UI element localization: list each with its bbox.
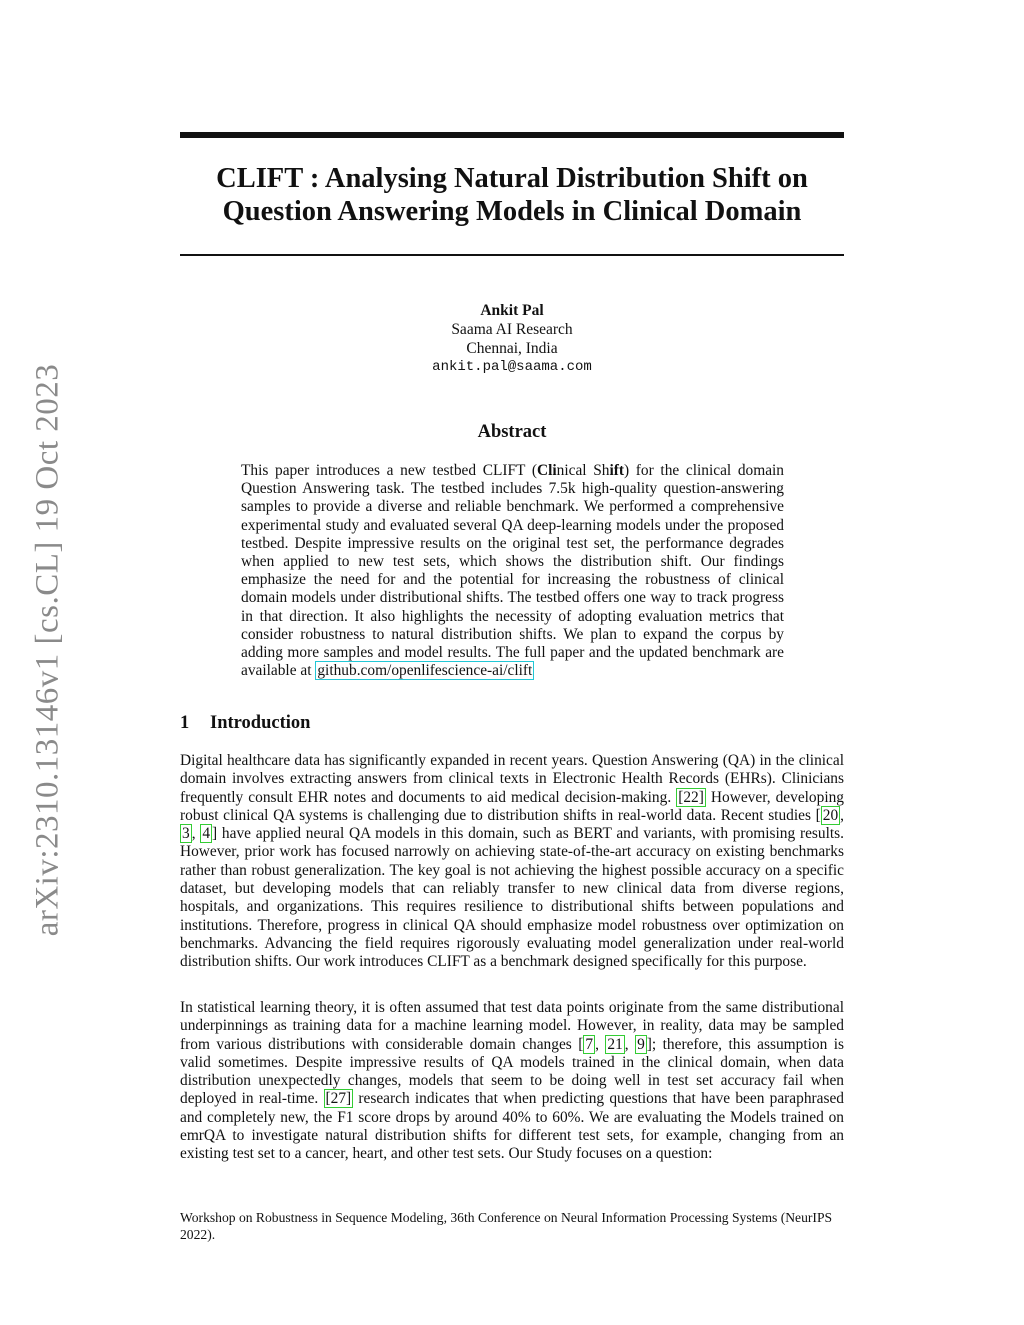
- paragraph-text: research indicates that when predicting questions that have been paraphrased and completely new, the F1 score drops by around 40% to 60%. We are evaluating the Models trained on emrQA to investigate natural distribution shifts for different test sets, for example, changing from an existing test set to a cancer, heart, and other test sets. Our Study focuses on a question:: [180, 1090, 844, 1163]
- citation-link[interactable]: 4: [202, 825, 211, 843]
- citation-link[interactable]: 9: [637, 1035, 645, 1053]
- paragraph-text: However, developing robust clinical QA systems is challenging due to distribution shifts in real-world data. Recent studies [: [180, 788, 844, 824]
- intro-paragraph-2: [180, 999, 844, 1164]
- citation-separator: ,: [191, 825, 201, 843]
- citation-link[interactable]: [27]: [325, 1090, 352, 1108]
- abstract-text: [241, 462, 784, 680]
- section-heading-introduction: [180, 713, 310, 734]
- citation-link[interactable]: 21: [607, 1035, 623, 1053]
- paper-title-line-2: Question Answering Models in Clinical Domain: [222, 196, 802, 227]
- citation-link[interactable]: 7: [585, 1035, 594, 1053]
- author-email: ankit.pal@saama.com: [432, 359, 592, 375]
- paper-title: [180, 162, 844, 228]
- citation-link[interactable]: 3: [182, 825, 190, 843]
- abstract-bold-part: Cli: [536, 462, 557, 479]
- section-title: Introduction: [210, 713, 311, 733]
- citation-separator: ,: [840, 806, 844, 824]
- title-top-rule: [180, 132, 844, 138]
- github-link[interactable]: github.com/openlifescience-ai/clift: [317, 662, 533, 680]
- abstract-heading: Abstract: [477, 422, 547, 442]
- abstract-bold-part: ift: [609, 462, 625, 479]
- paragraph-text: ]; therefore, this assumption is valid sometimes. Despite impressive results of QA models trained in the clinical domain, when data distribution unexpectedly changes, models that seem to be doing well in test set accuracy fail when deployed in real-time.: [180, 1035, 844, 1108]
- conference-footnote: Workshop on Robustness in Sequence Modeling, 36th Conference on Neural Information Processing Systems (NeurIPS 2022).: [180, 1210, 833, 1242]
- author-name: Ankit Pal: [480, 302, 544, 319]
- abstract-text-part: ) for the clinical domain Question Answering task. The testbed includes 7.5k high-quality question-answering samples to provide a diverse and reliable benchmark. We performed a comprehensive experimental study and evaluated several QA deep-learning models under the proposed testbed. Despite impressive results on the original test set, the performance degrades when applied to new test sets, which shows the distribution shift. Our findings emphasize the need for and the potential for increasing the robustness of clinical domain models under distributional shifts. The testbed offers one way to track progress in that direction. It also highlights the necessity of adopting evaluation metrics that consider robustness to natural distribution shifts. We plan to expand the corpus by adding more samples and model results. The full paper and the updated benchmark are available at: [241, 462, 785, 680]
- paragraph-text: In statistical learning theory, it is often assumed that test data points originate from the same distributional underpinnings as training data for a machine learning model. However, in reality, data may be sampled from various distributions with considerable domain changes [: [180, 999, 844, 1053]
- arxiv-identifier: arXiv:2310.13146v1 [cs.CL] 19 Oct 2023: [29, 363, 66, 937]
- citation-separator: ,: [595, 1035, 606, 1053]
- section-number: 1: [180, 713, 190, 733]
- paper-title-line-1: CLIFT : Analysing Natural Distribution Shift on: [216, 163, 808, 194]
- author-block: [312, 301, 712, 377]
- author-location: Chennai, India: [466, 340, 558, 357]
- citation-link[interactable]: 20: [822, 806, 839, 824]
- title-bottom-rule: [180, 254, 844, 256]
- citation-separator: ,: [624, 1035, 636, 1053]
- paragraph-text: Digital healthcare data has significantly expanded in recent years. Question Answering (QA) in the clinical domain involves extracting answers from clinical texts in Electronic Health Records (EHRs). Clinicians frequently consult EHR notes and documents to aid medical decision-making.: [180, 752, 844, 806]
- paragraph-text: ] have applied neural QA models in this domain, such as BERT and variants, with promising results. However, prior work has focused narrowly on achieving state-of-the-art accuracy on existing benchmarks rather than robust generalization. The key goal is not achieving the highest possible accuracy on a specific dataset, but developing models that can reliably transfer to new clinical data from diverse regions, hospitals, and organizations. This requires resilience to distributional shifts between populations and institutions. Therefore, progress in clinical QA should emphasize model robustness over optimization on benchmarks. Advancing the field requires rigorously evaluating model generalization under real-world distribution shifts. Our work introduces CLIFT as a benchmark designed specifically for this purpose.: [180, 825, 844, 971]
- intro-paragraph-1: [180, 752, 844, 972]
- citation-link[interactable]: [22]: [678, 788, 704, 806]
- abstract-text-part: This paper introduces a new testbed CLIFT (: [241, 462, 537, 479]
- abstract-text-part: nical Sh: [556, 462, 610, 479]
- author-affiliation: Saama AI Research: [451, 321, 573, 338]
